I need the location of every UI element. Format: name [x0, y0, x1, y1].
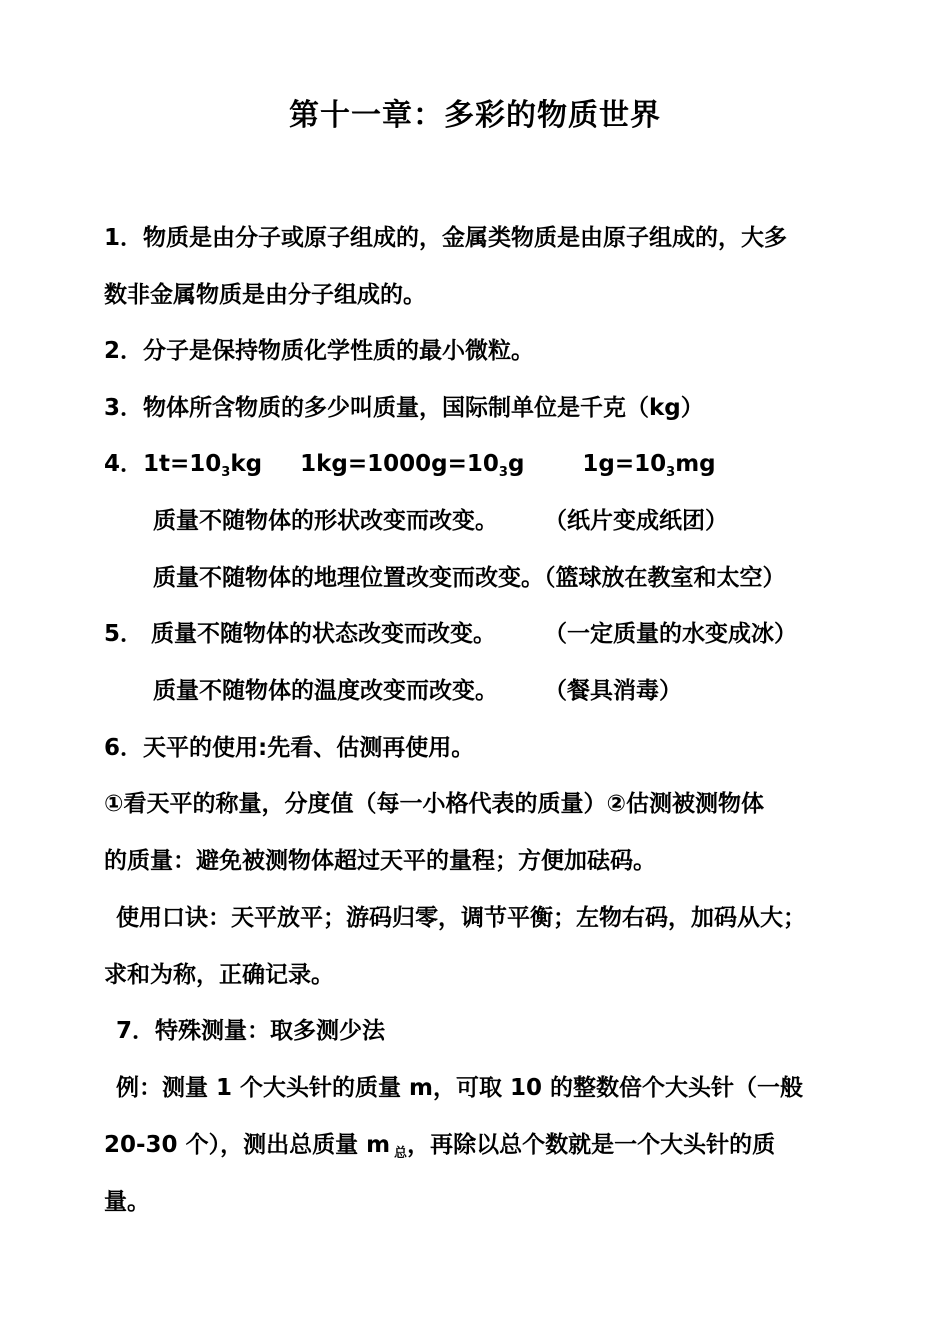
shape-example: （纸片变成纸团）: [544, 508, 728, 534]
item-1-line-2: 数非金属物质是由分子组成的。: [104, 282, 426, 308]
item-5-temperature-rule: 质量不随物体的温度改变而改变。 （餐具消毒）: [153, 678, 682, 704]
item-6-mnemonic-line-2: 求和为称，正确记录。: [104, 962, 334, 988]
item-6: 6．天平的使用:先看、估测再使用。: [104, 735, 475, 761]
conversion-gram: $1g=10_3mg$: [582, 451, 716, 480]
item-6-detail-line-1: ①看天平的称量，分度值（每一小格代表的质量）②估测被测物体: [104, 791, 764, 817]
item-5-state-rule: 5． 质量不随物体的状态改变而改变。 （一定质量的水变成冰）: [104, 621, 798, 647]
item-4-location-rule: 质量不随物体的地理位置改变而改变。（篮球放在教室和太空）: [153, 565, 786, 591]
item-4-shape-rule: 质量不随物体的形状改变而改变。 （纸片变成纸团）: [153, 508, 728, 534]
conversion-kilogram: $1kg=1000g=10_3g$: [300, 451, 525, 480]
state-example: （一定质量的水变成冰）: [544, 621, 798, 647]
item-3: 3．物体所含物质的多少叫质量，国际制单位是千克（kg）: [104, 395, 704, 421]
item-7-example-line-3: 量。: [104, 1189, 150, 1215]
conversion-ton: 4．$1t=10_3kg$: [104, 451, 263, 480]
item-7-example-line-1: 例：测量 1 个大头针的质量 m，可取 10 的整数倍个大头针（一般: [116, 1075, 804, 1101]
item-7-example-line-2: 20-30 个），测出总质量 m $_总$，再除以总个数就是一个大头针的质: [104, 1132, 776, 1161]
item-2: 2．分子是保持物质化学性质的最小微粒。: [104, 338, 535, 364]
item-6-mnemonic-line-1: 使用口诀：天平放平；游码归零，调节平衡；左物右码，加码从大；: [116, 905, 806, 931]
item-1-line-1: 1．物质是由分子或原子组成的，金属类物质是由原子组成的，大多: [104, 225, 788, 251]
item-7: 7．特殊测量：取多测少法: [116, 1018, 386, 1044]
page-title: 第十一章：多彩的物质世界: [289, 98, 661, 133]
item-4-conversions: [104, 447, 716, 490]
temperature-example: （餐具消毒）: [544, 678, 682, 704]
item-6-detail-line-2: 的质量：避免被测物体超过天平的量程；方便加砝码。: [104, 848, 656, 874]
